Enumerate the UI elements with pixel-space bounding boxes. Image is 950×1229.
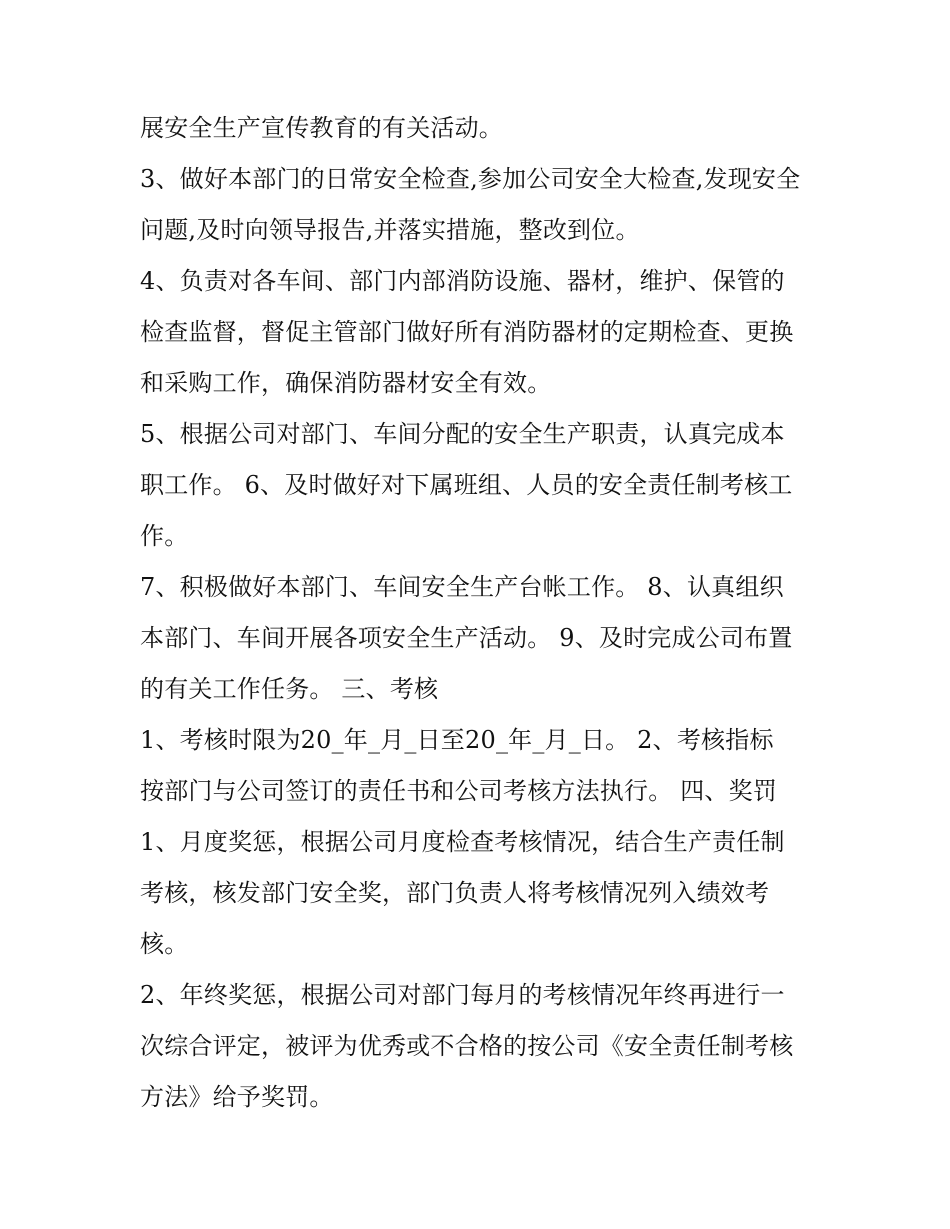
text-line: 考核，核发部门安全奖，部门负责人将考核情况列入绩效考: [140, 879, 770, 907]
text-line: 检查监督，督促主管部门做好所有消防器材的定期检查、更换: [140, 318, 794, 346]
text-line: 方法》给予奖罚。: [140, 1083, 334, 1111]
text-line: 本部门、车间开展各项安全生产活动。 9、及时完成公司布置: [140, 624, 793, 652]
text-line: 的有关工作任务。 三、考核: [140, 675, 439, 703]
text-line: 和采购工作，确保消防器材安全有效。: [140, 369, 552, 397]
text-line: 问题,及时向领导报告,并落实措施，整改到位。: [140, 216, 640, 244]
text-line: 核。: [140, 930, 189, 958]
text-line: 1、月度奖惩，根据公司月度检查考核情况，结合生产责任制: [140, 828, 785, 856]
text-line: 按部门与公司签订的责任书和公司考核方法执行。 四、奖罚: [140, 777, 778, 805]
text-line: 2、年终奖惩，根据公司对部门每月的考核情况年终再进行一: [140, 981, 785, 1009]
text-line: 4、负责对各车间、部门内部消防设施、器材，维护、保管的: [140, 267, 785, 295]
text-line: 作。: [140, 522, 189, 550]
text-line: 3、做好本部门的日常安全检查,参加公司安全大检查,发现安全: [140, 165, 801, 193]
document-body: [140, 103, 820, 1123]
text-line: 展安全生产宣传教育的有关活动。: [140, 114, 503, 142]
text-line: 7、积极做好本部门、车间安全生产台帐工作。 8、认真组织: [140, 573, 784, 601]
text-line: 次综合评定，被评为优秀或不合格的按公司《安全责任制考核: [140, 1032, 794, 1060]
text-line: 1、考核时限为20_年_月_日至20_年_月_日。 2、考核指标: [140, 726, 774, 754]
text-line: 职工作。 6、及时做好对下属班组、人员的安全责任制考核工: [140, 471, 793, 499]
text-line: 5、根据公司对部门、车间分配的安全生产职责，认真完成本: [140, 420, 785, 448]
